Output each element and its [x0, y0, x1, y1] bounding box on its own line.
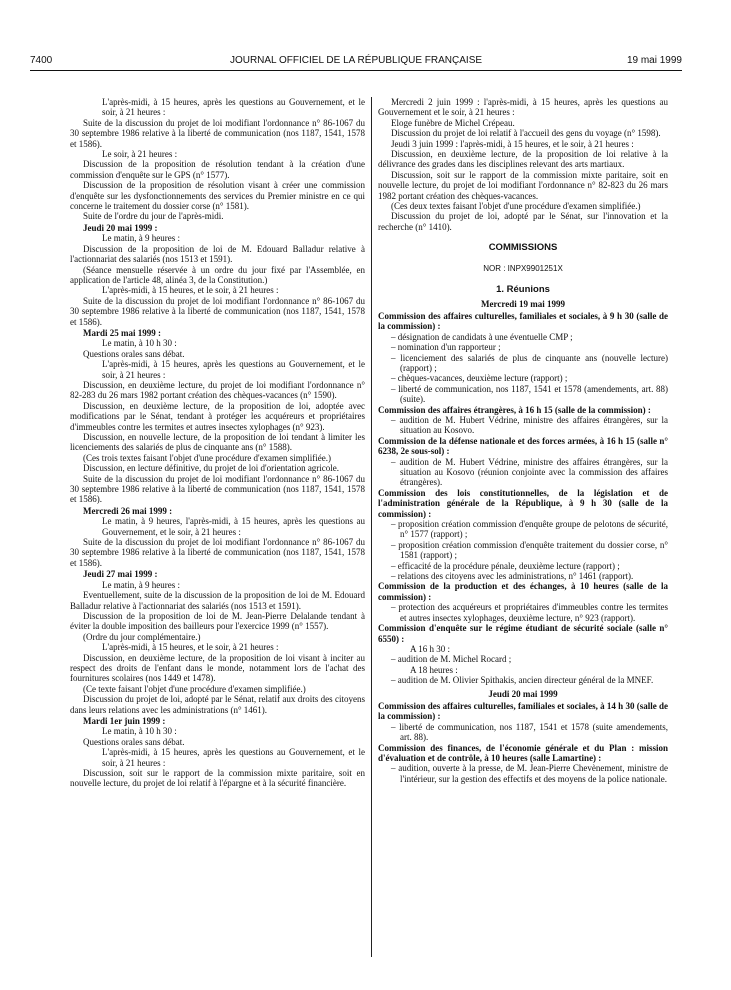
time-line: L'après-midi, à 15 heures, après les questions au Gouvernement, et le soir, à 21 heures : — [102, 97, 365, 118]
paragraph: (Ces trois textes faisant l'objet d'une procédure d'examen simplifiée.) — [83, 452, 332, 463]
paragraph: Discussion de la proposition de loi de M. Jean-Pierre Delalande tendant à éviter la double imposition des bailleurs pour l'exercice 1999 (n° 1557). — [70, 610, 365, 632]
agenda-list — [378, 519, 668, 581]
agenda-item: – audition de M. Olivier Spithakis, ancien directeur général de la MNEF. — [378, 675, 668, 685]
commission-heading: Commission des lois constitutionnelles, de la législation et de l'administration générale de la République, à 9 h 30 (salle de la commission) : — [378, 487, 668, 519]
agenda-list — [378, 722, 668, 743]
paragraph: Discussion de la proposition de résolution tendant à la création d'une commission d'enquête sur le GPS (n° 1577). — [70, 159, 365, 180]
agenda-item: – audition de M. Hubert Védrine, ministre des affaires étrangères, sur la situation au Kosovo. — [378, 415, 668, 436]
day-heading: Mardi 25 mai 1999 : — [83, 327, 161, 338]
day-heading: Jeudi 27 mai 1999 : — [83, 569, 158, 580]
paragraph: Discussion, en deuxième lecture, de la proposition de loi, adoptée avec modifications par le Sénat, tendant à protéger les acquéreurs et propriétaires d'immeubles contre les termites et autres insectes xylophages (n° 923). — [70, 400, 365, 432]
paragraph: Suite de la discussion du projet de loi modifiant l'ordonnance n° 86-1067 du 30 septembre 1986 relative à la liberté de communication (nos 1187, 1541, 1578 et 1586). — [70, 537, 365, 568]
time-line: Le matin, à 10 h 30 : — [102, 726, 177, 737]
time-line: Le matin, à 9 heures : — [102, 233, 180, 244]
agenda-item: – efficacité de la procédure pénale, deuxième lecture (rapport) ; — [378, 561, 668, 571]
paragraph: Suite de l'ordre du jour de l'après-midi. — [83, 211, 224, 222]
column-separator — [371, 97, 372, 957]
time-line: L'après-midi, à 15 heures, et le soir, à 21 heures : — [102, 642, 279, 653]
time-line: Le matin, à 10 h 30 : — [102, 338, 177, 349]
header-rule — [30, 70, 682, 71]
time-line: Le matin, à 9 heures : — [102, 579, 180, 590]
paragraph: Jeudi 3 juin 1999 : l'après-midi, à 15 heures, et le soir, à 21 heures : — [391, 138, 634, 149]
commission-heading: Commission des affaires culturelles, familiales et sociales, à 14 h 30 (salle de la commission) : — [378, 700, 668, 722]
agenda-list — [378, 415, 668, 436]
paragraph: Discussion, soit sur le rapport de la commission mixte paritaire, soit en nouvelle lecture, du projet de loi modifiant l'ordonnance n° 82-823 du 26 mars 1982 portant création des chèques-vacances. — [378, 169, 668, 201]
agenda-list — [378, 457, 668, 488]
paragraph: Discussion de la proposition de résolution visant à créer une commission d'enquête sur les dysfonctionnements des services du Premier ministre en ce qui concerne le traitement du dossier corse (n° 1581). — [70, 180, 365, 212]
commission-heading: Commission des affaires culturelles, familiales et sociales, à 9 h 30 (salle de la commission) : — [378, 310, 668, 332]
paragraph: (Séance mensuelle réservée à un ordre du jour fixé par l'Assemblée, en application de l'article 48, alinéa 3, de la Constitution.) — [70, 264, 365, 285]
nor-reference: NOR : INPX9901251X — [483, 263, 563, 273]
page-header — [30, 55, 682, 69]
agenda-list — [378, 675, 668, 685]
paragraph: Discussion, soit sur le rapport de la commission mixte paritaire, soit en nouvelle lecture, du projet de loi relatif à l'épargne et à la sécurité financière. — [70, 768, 365, 789]
day-heading: Mardi 1er juin 1999 : — [83, 715, 166, 726]
date-heading: Mercredi 19 mai 1999 — [481, 298, 565, 309]
time-line: A 16 h 30 : — [410, 643, 451, 654]
agenda-item: – proposition création commission d'enquête groupe de pelotons de sécurité, n° 1577 (rapport) ; — [378, 519, 668, 540]
paragraph: Discussion, en deuxième lecture, de la proposition de loi relative à la délivrance des grades dans les disciplines relevant des arts martiaux. — [378, 149, 668, 170]
paragraph: Suite de la discussion du projet de loi modifiant l'ordonnance n° 86-1067 du 30 septembre 1986 relative à la liberté de communication (nos 1187, 1541, 1578 et 1586). — [70, 473, 365, 505]
paragraph: Discussion, en deuxième lecture, du projet de loi modifiant l'ordonnance n° 82-283 du 26 mars 1982 portant création des chèques-vacances (n° 1590). — [70, 379, 365, 401]
section-heading: COMMISSIONS — [488, 242, 558, 254]
spacer — [378, 256, 668, 264]
time-line: Le matin, à 9 heures, l'après-midi, à 15 heures, après les questions au Gouvernement, et le soir, à 21 heures : — [102, 516, 365, 537]
section-heading: 1. Réunions — [496, 284, 550, 296]
time-line: A 18 heures : — [410, 664, 458, 675]
day-heading: Jeudi 20 mai 1999 : — [83, 222, 158, 233]
agenda-item: – liberté de communication, nos 1187, 1541 et 1578 (suite amendements, art. 88). — [378, 722, 668, 743]
time-line: L'après-midi, à 15 heures, après les questions au Gouvernement, et le soir, à 21 heures : — [102, 747, 365, 768]
commission-heading: Commission de la production et des échanges, à 10 heures (salle de la commission) : — [378, 581, 668, 602]
paragraph: Questions orales sans débat. — [83, 348, 185, 359]
agenda-item: – protection des acquéreurs et propriétaires d'immeubles contre les termites et autres insectes xylophages, deuxième lecture, n° 923 (rapport). — [378, 602, 668, 623]
paragraph: Suite de la discussion du projet de loi modifiant l'ordonnance n° 86-1067 du 30 septembre 1986 relative à la liberté de communication (nos 1187, 1541, 1578 et 1586). — [70, 295, 365, 327]
time-line: L'après-midi, à 15 heures, après les questions au Gouvernement, et le soir, à 21 heures : — [102, 359, 365, 380]
agenda-list — [378, 332, 668, 405]
paragraph: Discussion du projet de loi, adopté par le Sénat, relatif aux droits des citoyens dans leurs relations avec les administrations (n° 1461). — [70, 694, 365, 715]
agenda-item: – liberté de communication, nos 1187, 1541 et 1578 (amendements, art. 88) (suite). — [378, 384, 668, 405]
agenda-item: – licenciement des salariés de plus de cinquante ans (nouvelle lecture) (rapport) ; — [378, 353, 668, 374]
paragraph: Discussion, en lecture définitive, du projet de loi d'orientation agricole. — [83, 463, 340, 474]
agenda-item: – relations des citoyens avec les administrations, n° 1461 (rapport). — [378, 571, 668, 581]
commission-heading: Commission des affaires étrangères, à 16 h 15 (salle de la commission) : — [378, 404, 651, 415]
paragraph: Discussion, en deuxième lecture, de la proposition de loi visant à inciter au respect des droits de l'enfant dans le monde, notamment lors de l'achat des fournitures scolaires (nos 1449 et 1478). — [70, 652, 365, 684]
paragraph: Questions orales sans débat. — [83, 736, 185, 747]
paragraph: (Ordre du jour complémentaire.) — [83, 631, 201, 642]
agenda-item: – audition de M. Michel Rocard ; — [378, 654, 668, 664]
agenda-list — [378, 654, 668, 664]
journal-title: JOURNAL OFFICIEL DE LA RÉPUBLIQUE FRANÇAISE — [229, 55, 483, 66]
paragraph: Eventuellement, suite de la discussion de la proposition de loi de M. Edouard Balladur relative à l'actionnariat des salariés (nos 1513 et 1591). — [70, 590, 365, 611]
paragraph: Discussion du projet de loi relatif à l'accueil des gens du voyage (n° 1598). — [391, 128, 661, 139]
left-column — [70, 97, 365, 789]
time-line: Le soir, à 21 heures : — [102, 149, 178, 160]
agenda-item: – proposition création commission d'enquête traitement du dossier corse, n° 1581 (rapport) ; — [378, 540, 668, 561]
page-number: 7400 — [30, 55, 53, 66]
right-column — [378, 97, 668, 784]
issue-date: 19 mai 1999 — [626, 55, 682, 66]
time-line: L'après-midi, à 15 heures, et le soir, à 21 heures : — [102, 285, 279, 296]
agenda-list — [378, 763, 668, 784]
commission-heading: Commission d'enquête sur le régime étudiant de sécurité sociale (salle n° 6550) : — [378, 623, 668, 644]
agenda-list — [378, 602, 668, 623]
agenda-item: – désignation de candidats à une éventuelle CMP ; — [378, 332, 668, 342]
paragraph: Discussion de la proposition de loi de M. Edouard Balladur relative à l'actionnariat des salariés (nos 1513 et 1591). — [70, 243, 365, 265]
spacer — [378, 232, 668, 240]
agenda-item: – audition de M. Hubert Védrine, ministre des affaires étrangères, sur la situation au Kosovo (réunion conjointe avec la commission des affaires étrangères). — [378, 457, 668, 488]
paragraph: Eloge funèbre de Michel Crépeau. — [391, 117, 515, 128]
paragraph: Suite de la discussion du projet de loi modifiant l'ordonnance n° 86-1067 du 30 septembre 1986 relative à la liberté de communication (nos 1187, 1541, 1578 et 1586). — [70, 117, 365, 149]
paragraph: (Ce texte faisant l'objet d'une procédure d'examen simplifiée.) — [83, 683, 306, 694]
agenda-item: – chèques-vacances, deuxième lecture (rapport) ; — [378, 373, 668, 383]
paragraph: Discussion du projet de loi, adopté par le Sénat, sur l'innovation et la recherche (n° 1410). — [378, 211, 668, 232]
date-heading: Jeudi 20 mai 1999 — [488, 688, 558, 699]
agenda-item: – nomination d'un rapporteur ; — [378, 342, 668, 352]
commission-heading: Commission de la défense nationale et des forces armées, à 16 h 15 (salle n° 6238, 2e sous-sol) : — [378, 435, 668, 457]
paragraph: Mercredi 2 juin 1999 : l'après-midi, à 15 heures, après les questions au Gouvernement et le soir, à 21 heures : — [378, 97, 668, 118]
commission-heading: Commission des finances, de l'économie générale et du Plan : mission d'évaluation et de contrôle, à 10 heures (salle Lamartine) : — [378, 742, 668, 763]
spacer — [378, 274, 668, 282]
day-heading: Mercredi 26 mai 1999 : — [83, 505, 173, 516]
paragraph: Discussion, en nouvelle lecture, de la proposition de loi tendant à limiter les licenciements des salariés de plus de cinquante ans (n° 1588). — [70, 432, 365, 453]
paragraph: (Ces deux textes faisant l'objet d'une procédure d'examen simplifiée.) — [391, 201, 641, 212]
agenda-item: – audition, ouverte à la presse, de M. Jean-Pierre Chevènement, ministre de l'intérieur, sur la gestion des effectifs et des moyens de la police nationale. — [378, 763, 668, 784]
